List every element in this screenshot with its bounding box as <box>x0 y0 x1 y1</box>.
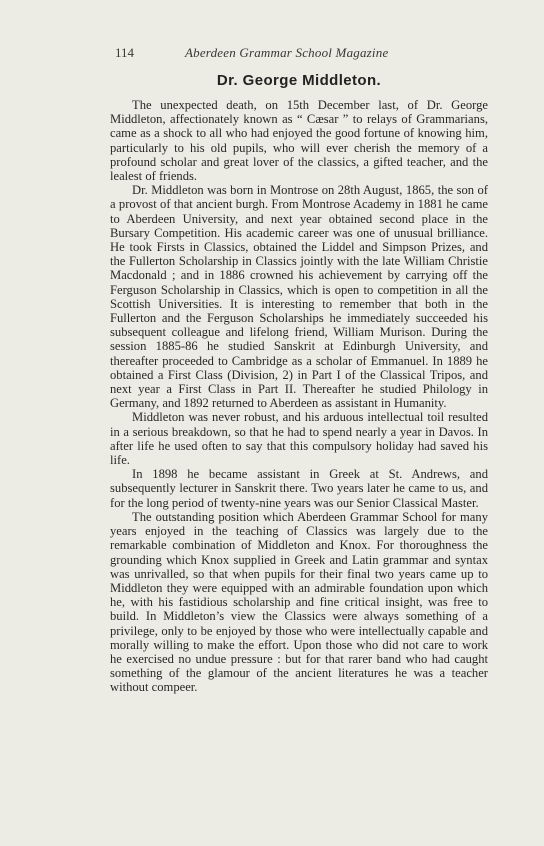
article-body <box>110 98 488 695</box>
paragraph: Dr. Middleton was born in Montrose on 28th August, 1865, the son of a provost of that ancient burgh. From Montrose Academy in 1881 he came to Aberdeen University, and next year obtained second place in the Bursary Competition. His academic career was one of unusual brilliance. He took Firsts in Classics, obtained the Liddel and Simpson Prizes, and the Fullerton Scholarship in Classics jointly with the late William Christie Macdonald ; and in 1886 crowned his achievement by carrying off the Ferguson Scholarship in Classics, which is open to competition in all the Scottish Universities. It is interesting to remember that both in the Fullerton and the Ferguson Scholarships he immediately succeeded his subsequent colleague and lifelong friend, William Murison. During the session 1885-86 he studied Sanskrit at Edinburgh University, and thereafter proceeded to Cambridge as a scholar of Emmanuel. In 1889 he obtained a First Class (Division, 2) in Part I of the Classical Tripos, and next year a First Class in Part II. Thereafter he studied Philology in Germany, and 1892 returned to Aberdeen as assistant in Humanity. <box>110 183 488 411</box>
running-title: Aberdeen Grammar School Magazine <box>185 45 389 60</box>
paragraph: Middleton was never robust, and his arduous intellectual toil resulted in a serious breakdown, so that he had to spend nearly a year in Davos. In after life he used often to say that this compulsory holiday had saved his life. <box>110 410 488 468</box>
page-number: 114 <box>115 45 135 60</box>
paragraph: In 1898 he became assistant in Greek at St. Andrews, and subsequently lecturer in Sanskrit there. Two years later he came to us, and for the long period of twenty-nine years was our Senior Classical Master. <box>110 467 488 510</box>
paragraph: The unexpected death, on 15th December last, of Dr. George Middleton, affectionately known as “ Cæsar ” to relays of Grammarians, came as a shock to all who had enjoyed the good fortune of knowing him, particularly to his old pupils, who will ever cherish the memory of a profound scholar and great lover of the classics, a gifted teacher, and the lealest of friends. <box>110 98 488 184</box>
paragraph: The outstanding position which Aberdeen Grammar School for many years enjoyed in the teaching of Classics was largely due to the remarkable combination of Middleton and Knox. For thoroughness the grounding which Knox supplied in Greek and Latin grammar and syntax was unrivalled, so that when pupils for their final two years came up to Middleton they were equipped with an admirable foundation upon which he, with his fastidious scholarship and fine critical insight, was free to build. In Middleton’s view the Classics were always something of a privilege, only to be enjoyed by those who were intellectually capable and morally willing to make the effort. Upon those who did not care to work he exercised no undue pressure : but for that rarer band who had caught something of the glamour of the ancient literatures he was a teacher without compeer. <box>110 509 488 695</box>
page-header <box>115 45 435 61</box>
article-title: Dr. George Middleton. <box>216 72 382 89</box>
